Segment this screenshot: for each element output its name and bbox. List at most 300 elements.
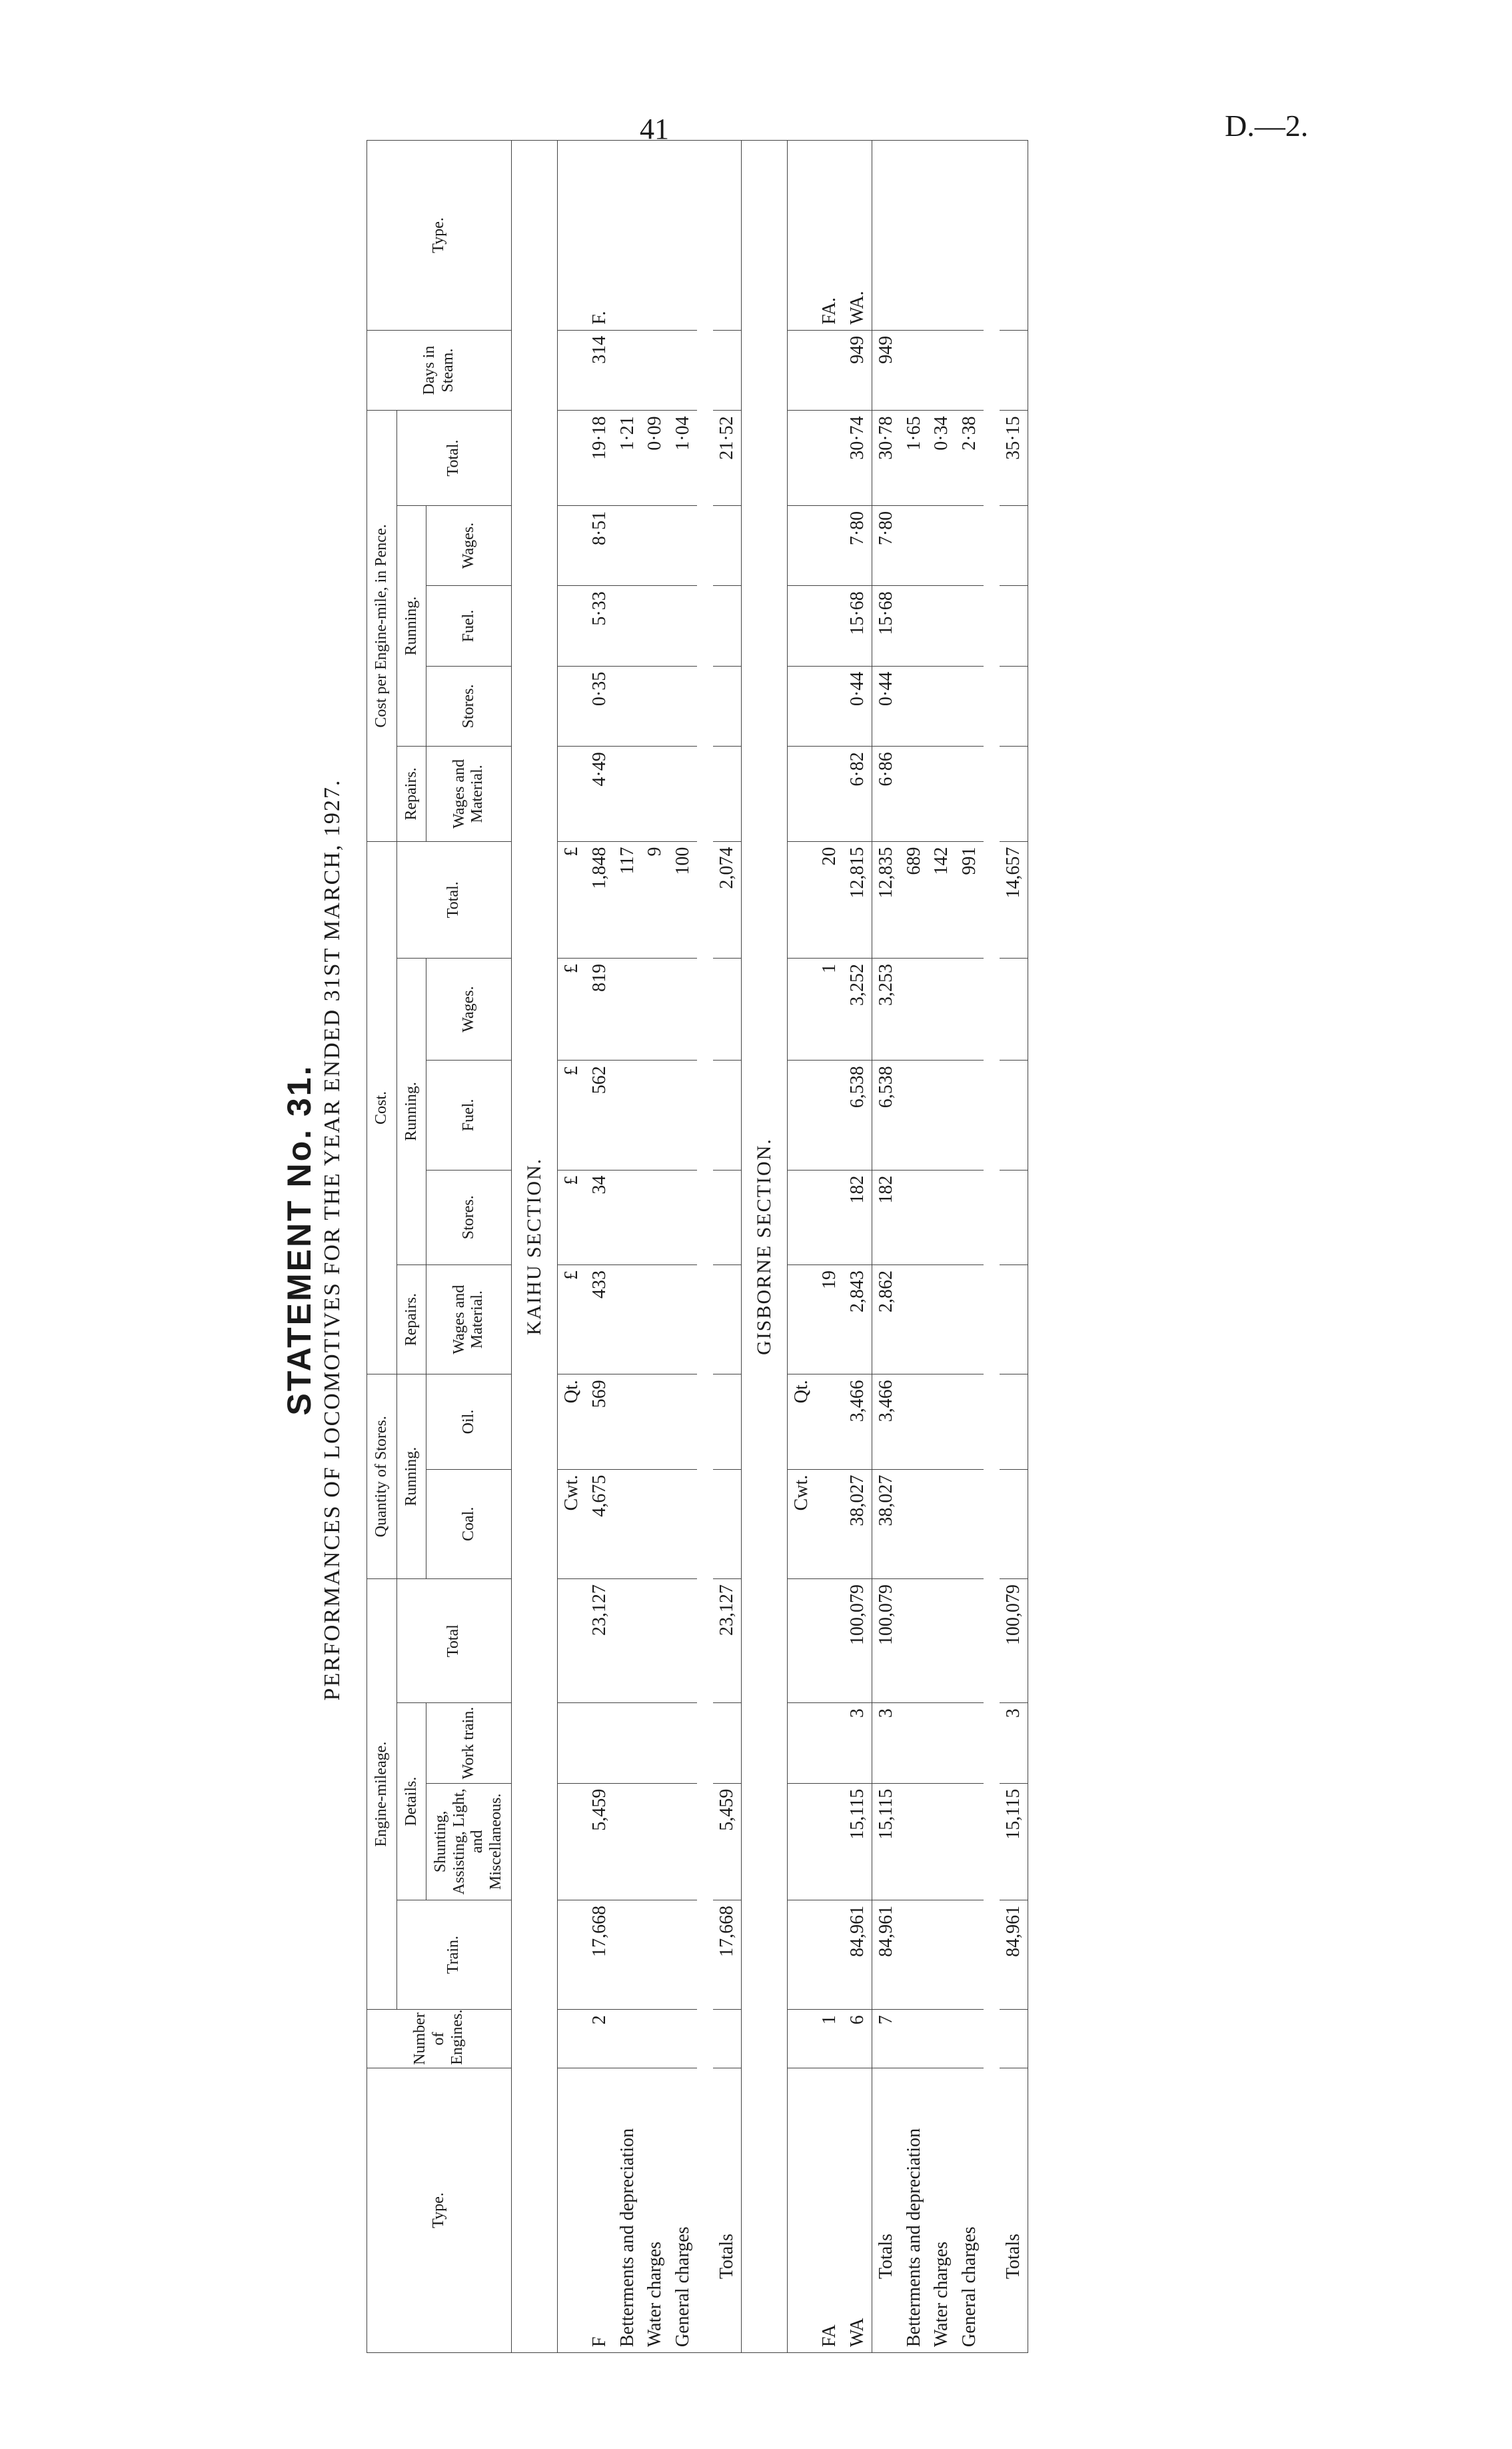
cell-p-tot: 1·04	[669, 411, 697, 505]
cell-p-sto	[641, 666, 669, 746]
cell-oil: 3,466	[844, 1374, 872, 1469]
page-number: 41	[640, 113, 669, 145]
header-pence-repairs: Repairs.	[396, 747, 426, 841]
cell-p-tot: 30·74	[844, 411, 872, 505]
cell-p-sto	[928, 666, 956, 746]
cell-c-rep: 19	[816, 1264, 844, 1374]
cell-p-wag	[928, 505, 956, 585]
cell-p-rep: 6·82	[844, 747, 872, 841]
cell-type-r	[1000, 141, 1028, 331]
cell-c-rep	[614, 1264, 642, 1374]
cell-days	[1000, 330, 1028, 410]
cell-coal	[928, 1469, 956, 1578]
cell-type: Totals	[1000, 2068, 1028, 2352]
cell-c-tot: 689	[900, 841, 928, 958]
cell-c-rep	[928, 1264, 956, 1374]
cell-engines	[669, 2010, 697, 2068]
cell-coal: 38,027	[844, 1469, 872, 1578]
cell-oil	[1000, 1374, 1028, 1469]
cell-p-wag: 8·51	[586, 505, 614, 585]
cell-type-r	[713, 141, 741, 331]
cell-c-tot: 2,074	[713, 841, 741, 958]
cell-c-rep	[956, 1264, 984, 1374]
cell-c-sto	[1000, 1170, 1028, 1264]
cell-c-wag	[713, 958, 741, 1060]
cell-shunting	[928, 1783, 956, 1900]
cell-work	[586, 1703, 614, 1783]
cell-c-sto	[956, 1170, 984, 1264]
cell-c-rep	[669, 1264, 697, 1374]
cell-p-fuel	[669, 586, 697, 666]
cell-type: Totals	[713, 2068, 741, 2352]
cell-type: FA	[816, 2068, 844, 2352]
cell-c-tot: 991	[956, 841, 984, 958]
cell-c-sto	[816, 1170, 844, 1264]
cell-coal: 38,027	[872, 1469, 900, 1578]
cell-c-wag	[614, 958, 642, 1060]
cell-p-wag	[900, 505, 928, 585]
cell-work	[614, 1703, 642, 1783]
cell-p-fuel: 5·33	[586, 586, 614, 666]
cell-type: Water charges	[641, 2068, 669, 2352]
cell-p-sto	[669, 666, 697, 746]
header-days-in-steam: Days in Steam.	[367, 330, 512, 410]
cell-p-tot: 1·21	[614, 411, 642, 505]
cell-c-tot: 1,848	[586, 841, 614, 958]
cell-c-rep	[641, 1264, 669, 1374]
cell-type-r	[872, 141, 900, 331]
cell-p-wag: 7·80	[872, 505, 900, 585]
cell-c-rep	[1000, 1264, 1028, 1374]
cell-train: 84,961	[844, 1900, 872, 2009]
cell-p-rep	[900, 747, 928, 841]
cell-p-fuel: 15·68	[872, 586, 900, 666]
cell-c-wag: 3,252	[844, 958, 872, 1060]
cell-total	[956, 1578, 984, 1702]
totals-row	[713, 141, 741, 2353]
cell-train	[956, 1900, 984, 2009]
cell-c-fuel	[956, 1061, 984, 1170]
unit-coal: Cwt.	[788, 1469, 816, 1578]
cell-p-fuel	[614, 586, 642, 666]
units-row	[558, 141, 586, 2353]
header-cost-wages-material: Wages and Material.	[426, 1264, 511, 1374]
cell-engines	[900, 2010, 928, 2068]
cell-type-r	[900, 141, 928, 331]
cell-p-rep	[614, 747, 642, 841]
cell-c-wag: 819	[586, 958, 614, 1060]
cell-c-wag	[1000, 958, 1028, 1060]
header-quantity-of-stores: Quantity of Stores.	[367, 1374, 397, 1579]
unit-pound: £	[558, 1264, 586, 1374]
cell-p-tot	[816, 411, 844, 505]
cell-c-fuel	[928, 1061, 956, 1170]
cell-work	[956, 1703, 984, 1783]
header-cost-stores: Stores.	[426, 1170, 511, 1264]
cell-c-rep	[900, 1264, 928, 1374]
gisborne-section	[741, 141, 1028, 2353]
statement-subtitle: PERFORMANCES OF LOCOMOTIVES FOR THE YEAR ENDED 31ST MARCH, 1927.	[320, 779, 345, 1701]
cell-work	[928, 1703, 956, 1783]
cell-type: WA	[844, 2068, 872, 2352]
cell-p-tot: 0·34	[928, 411, 956, 505]
cell-c-fuel: 562	[586, 1061, 614, 1170]
cell-oil: 3,466	[872, 1374, 900, 1469]
cell-p-sto	[900, 666, 928, 746]
cell-train	[928, 1900, 956, 2009]
cell-type: General charges	[956, 2068, 984, 2352]
section-heading-row	[511, 141, 558, 2353]
cell-train: 84,961	[872, 1900, 900, 2009]
cell-coal	[956, 1469, 984, 1578]
cell-c-fuel	[816, 1061, 844, 1170]
cell-train	[614, 1900, 642, 2009]
cell-work	[900, 1703, 928, 1783]
cell-total	[928, 1578, 956, 1702]
header-cost: Cost.	[367, 841, 397, 1374]
cell-p-wag	[816, 505, 844, 585]
table-row	[669, 141, 697, 2353]
cell-c-wag: 3,253	[872, 958, 900, 1060]
header-pence-running: Running.	[396, 505, 426, 746]
cell-train	[900, 1900, 928, 2009]
cell-coal	[614, 1469, 642, 1578]
statement-title: STATEMENT No. 31.	[281, 1064, 318, 1416]
cell-train: 17,668	[713, 1900, 741, 2009]
header-cost-fuel: Fuel.	[426, 1061, 511, 1170]
cell-total	[900, 1578, 928, 1702]
cell-p-sto	[713, 666, 741, 746]
cell-p-fuel	[641, 586, 669, 666]
cell-type: Totals	[872, 2068, 900, 2352]
header-pence-stores: Stores.	[426, 666, 511, 746]
cell-p-sto	[614, 666, 642, 746]
cell-coal	[1000, 1469, 1028, 1578]
cell-c-fuel	[713, 1061, 741, 1170]
cell-c-wag	[900, 958, 928, 1060]
cell-days: 949	[844, 330, 872, 410]
cell-p-rep	[713, 747, 741, 841]
cell-p-sto	[816, 666, 844, 746]
cell-c-fuel	[669, 1061, 697, 1170]
cell-p-sto: 0·44	[844, 666, 872, 746]
cell-p-wag	[669, 505, 697, 585]
cell-c-sto: 182	[844, 1170, 872, 1264]
cell-c-fuel	[900, 1061, 928, 1170]
cell-days: 949	[872, 330, 900, 410]
cell-p-tot: 1·65	[900, 411, 928, 505]
cell-oil	[614, 1374, 642, 1469]
table-row	[816, 141, 844, 2353]
cell-coal	[669, 1469, 697, 1578]
cell-p-rep: 4·49	[586, 747, 614, 841]
cell-coal	[816, 1469, 844, 1578]
cell-days	[928, 330, 956, 410]
cell-days	[669, 330, 697, 410]
header-pence-total: Total.	[396, 411, 511, 505]
cell-oil	[713, 1374, 741, 1469]
cell-oil	[669, 1374, 697, 1469]
cell-p-wag	[713, 505, 741, 585]
cell-type-r: FA.	[816, 141, 844, 331]
cell-c-wag	[956, 958, 984, 1060]
cell-work: 3	[844, 1703, 872, 1783]
cell-c-tot: 12,815	[844, 841, 872, 958]
unit-pound: £	[558, 1061, 586, 1170]
cell-c-fuel	[614, 1061, 642, 1170]
header-cost-wages: Wages.	[426, 958, 511, 1060]
cell-type: F	[586, 2068, 614, 2352]
cell-p-rep	[956, 747, 984, 841]
header-cost-total: Total.	[396, 841, 511, 958]
cell-c-sto	[614, 1170, 642, 1264]
unit-oil: Qt.	[558, 1374, 586, 1469]
cell-p-fuel	[1000, 586, 1028, 666]
cell-total: 100,079	[1000, 1578, 1028, 1702]
cell-p-wag	[956, 505, 984, 585]
header-coal: Coal.	[426, 1469, 511, 1578]
header-work-train: Work train.	[426, 1703, 511, 1783]
cell-p-fuel	[928, 586, 956, 666]
cell-total: 23,127	[586, 1578, 614, 1702]
cell-c-fuel	[641, 1061, 669, 1170]
cell-c-sto	[669, 1170, 697, 1264]
cell-type-r	[928, 141, 956, 331]
cell-type-r	[614, 141, 642, 331]
cell-c-rep: 433	[586, 1264, 614, 1374]
cell-type-r	[641, 141, 669, 331]
cell-shunting: 15,115	[844, 1783, 872, 1900]
cell-engines	[1000, 2010, 1028, 2068]
cell-c-tot: 142	[928, 841, 956, 958]
cell-c-wag	[641, 958, 669, 1060]
cell-p-rep	[928, 747, 956, 841]
cell-engines	[956, 2010, 984, 2068]
cell-p-fuel	[956, 586, 984, 666]
cell-total	[816, 1578, 844, 1702]
table-row	[928, 141, 956, 2353]
header-type: Type.	[367, 2068, 512, 2352]
cell-c-tot: 117	[614, 841, 642, 958]
cell-type: Betterments and depreciation	[900, 2068, 928, 2352]
cell-c-wag: 1	[816, 958, 844, 1060]
cell-days	[641, 330, 669, 410]
cell-days	[900, 330, 928, 410]
cell-c-tot: 12,835	[872, 841, 900, 958]
cell-p-rep	[1000, 747, 1028, 841]
cell-engines	[713, 2010, 741, 2068]
cell-p-tot: 0·09	[641, 411, 669, 505]
cell-p-tot: 35·15	[1000, 411, 1028, 505]
header-cost-repairs: Repairs.	[396, 1264, 426, 1374]
cell-p-tot: 19·18	[586, 411, 614, 505]
cell-shunting: 5,459	[586, 1783, 614, 1900]
cell-shunting	[614, 1783, 642, 1900]
cell-p-tot: 30·78	[872, 411, 900, 505]
cell-oil: 569	[586, 1374, 614, 1469]
kaihu-section	[511, 141, 741, 2353]
cell-days	[713, 330, 741, 410]
header-oil: Oil.	[426, 1374, 511, 1469]
cell-shunting	[956, 1783, 984, 1900]
cell-c-sto	[928, 1170, 956, 1264]
cell-type-r: F.	[586, 141, 614, 331]
cell-p-rep: 6·86	[872, 747, 900, 841]
cell-p-fuel	[713, 586, 741, 666]
cell-c-rep	[713, 1264, 741, 1374]
cell-type: General charges	[669, 2068, 697, 2352]
cell-c-tot: 100	[669, 841, 697, 958]
cell-shunting	[641, 1783, 669, 1900]
cell-engines: 7	[872, 2010, 900, 2068]
totals-row	[1000, 141, 1028, 2353]
unit-oil: Qt.	[788, 1374, 816, 1469]
cell-days: 314	[586, 330, 614, 410]
cell-c-sto	[713, 1170, 741, 1264]
cell-train	[669, 1900, 697, 2009]
cell-work	[641, 1703, 669, 1783]
cell-work	[713, 1703, 741, 1783]
cell-c-wag	[669, 958, 697, 1060]
cell-p-rep	[669, 747, 697, 841]
cell-type: Water charges	[928, 2068, 956, 2352]
cell-oil	[816, 1374, 844, 1469]
cell-p-rep	[641, 747, 669, 841]
cell-train: 17,668	[586, 1900, 614, 2009]
cell-coal	[900, 1469, 928, 1578]
header-pence-fuel: Fuel.	[426, 586, 511, 666]
cell-p-rep	[816, 747, 844, 841]
cell-coal: 4,675	[586, 1469, 614, 1578]
header-details: Details.	[396, 1703, 426, 1900]
cell-c-fuel: 6,538	[872, 1061, 900, 1170]
cell-p-tot: 21·52	[713, 411, 741, 505]
header-pence-wages-material: Wages and Material.	[426, 747, 511, 841]
unit-pound: £	[558, 841, 586, 958]
cell-coal	[641, 1469, 669, 1578]
cell-shunting	[816, 1783, 844, 1900]
cell-c-sto: 182	[872, 1170, 900, 1264]
header-number-of-engines: Number of Engines.	[367, 2010, 512, 2068]
header-engine-mileage: Engine-mileage.	[367, 1578, 397, 2009]
cell-p-wag: 7·80	[844, 505, 872, 585]
table-header	[367, 141, 512, 2353]
cell-type-r	[956, 141, 984, 331]
unit-coal: Cwt.	[558, 1469, 586, 1578]
cell-shunting: 15,115	[872, 1783, 900, 1900]
cell-work	[816, 1703, 844, 1783]
cell-work: 3	[872, 1703, 900, 1783]
table-row	[900, 141, 928, 2353]
cell-p-fuel	[816, 586, 844, 666]
cell-p-sto	[956, 666, 984, 746]
cell-days	[614, 330, 642, 410]
cell-c-tot: 20	[816, 841, 844, 958]
cell-c-fuel: 6,538	[844, 1061, 872, 1170]
spacer-row	[984, 141, 1000, 2353]
cell-p-fuel	[900, 586, 928, 666]
header-shunting: Shunting, Assisting, Light, and Miscellaneous.	[426, 1783, 511, 1900]
header-pence-wages: Wages.	[426, 505, 511, 585]
cell-engines	[928, 2010, 956, 2068]
cell-shunting	[900, 1783, 928, 1900]
cell-total: 100,079	[872, 1578, 900, 1702]
cell-train: 84,961	[1000, 1900, 1028, 2009]
unit-pound: £	[558, 1170, 586, 1264]
section-heading-row	[741, 141, 788, 2353]
header-mileage-total: Total	[396, 1578, 511, 1702]
table-row	[844, 141, 872, 2353]
table-row	[956, 141, 984, 2353]
cell-engines: 1	[816, 2010, 844, 2068]
cell-p-sto: 0·44	[872, 666, 900, 746]
cell-c-wag	[928, 958, 956, 1060]
header-type-right: Type.	[367, 141, 512, 331]
cell-coal	[713, 1469, 741, 1578]
cell-p-wag	[614, 505, 642, 585]
unit-pound: £	[558, 958, 586, 1060]
totals-row	[872, 141, 900, 2353]
cell-oil	[928, 1374, 956, 1469]
cell-c-fuel	[1000, 1061, 1028, 1170]
cell-p-wag	[1000, 505, 1028, 585]
spacer-row	[697, 141, 713, 2353]
cell-p-sto	[1000, 666, 1028, 746]
cell-c-tot: 9	[641, 841, 669, 958]
cell-type: Betterments and depreciation	[614, 2068, 642, 2352]
header-cost-running: Running.	[396, 958, 426, 1264]
cell-train	[816, 1900, 844, 2009]
cell-oil	[900, 1374, 928, 1469]
cell-shunting	[669, 1783, 697, 1900]
cell-days	[816, 330, 844, 410]
table-row	[614, 141, 642, 2353]
cell-total	[641, 1578, 669, 1702]
section-title: KAIHU SECTION.	[511, 141, 558, 2353]
cell-days	[956, 330, 984, 410]
cell-c-sto	[641, 1170, 669, 1264]
header-cost-per-engine-mile: Cost per Engine-mile, in Pence.	[367, 411, 397, 841]
document-reference: D.—2.	[1225, 109, 1309, 143]
cell-engines	[641, 2010, 669, 2068]
header-train: Train.	[396, 1900, 511, 2009]
cell-oil	[956, 1374, 984, 1469]
cell-shunting: 15,115	[1000, 1783, 1028, 1900]
cell-p-fuel: 15·68	[844, 586, 872, 666]
cell-total	[669, 1578, 697, 1702]
units-row	[788, 141, 816, 2353]
cell-c-rep: 2,862	[872, 1264, 900, 1374]
cell-total: 100,079	[844, 1578, 872, 1702]
header-stores-running: Running.	[396, 1374, 426, 1579]
cell-shunting: 5,459	[713, 1783, 741, 1900]
cell-train	[641, 1900, 669, 2009]
locomotive-performance-table	[367, 140, 1028, 2353]
cell-oil	[641, 1374, 669, 1469]
cell-c-sto: 34	[586, 1170, 614, 1264]
cell-p-wag	[641, 505, 669, 585]
cell-engines: 6	[844, 2010, 872, 2068]
cell-work	[669, 1703, 697, 1783]
cell-type-r	[669, 141, 697, 331]
cell-total	[614, 1578, 642, 1702]
cell-p-sto: 0·35	[586, 666, 614, 746]
cell-work: 3	[1000, 1703, 1028, 1783]
table-row	[586, 141, 614, 2353]
cell-p-tot: 2·38	[956, 411, 984, 505]
cell-c-sto	[900, 1170, 928, 1264]
section-title: GISBORNE SECTION.	[741, 141, 788, 2353]
